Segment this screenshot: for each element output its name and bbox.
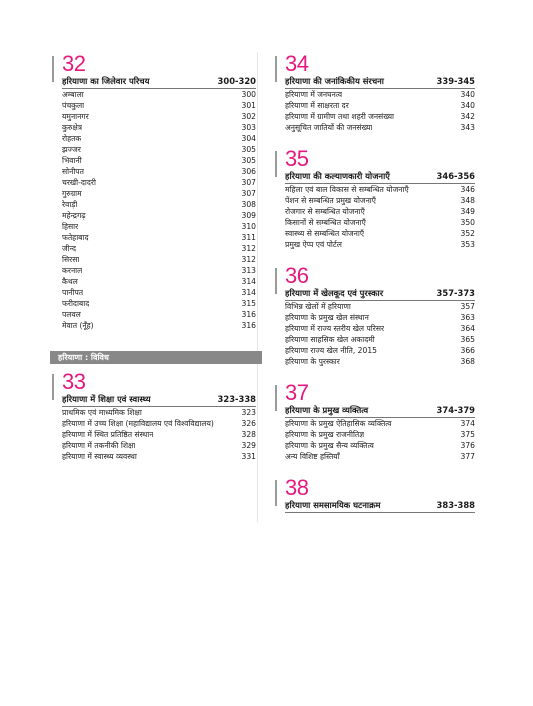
toc-entry[interactable] <box>285 451 475 462</box>
toc-entry[interactable] <box>62 133 256 144</box>
chapter-heading[interactable] <box>285 171 475 184</box>
toc-entry[interactable] <box>285 440 475 451</box>
toc-entry-title: महिला एवं बाल विकास से सम्बन्धित योजनाएँ <box>285 185 409 194</box>
toc-entry-page: 305 <box>241 145 256 154</box>
toc-entry-page: 305 <box>241 156 256 165</box>
toc-entry-page: 366 <box>460 346 475 355</box>
toc-entry-title: फतेहाबाद <box>62 233 89 242</box>
toc-entry[interactable] <box>285 228 475 239</box>
toc-entry-page: 364 <box>460 324 475 333</box>
toc-entry-page: 307 <box>241 189 256 198</box>
toc-entry-title: पेंशन से सम्बन्धित प्रमुख योजनाएँ <box>285 196 376 205</box>
toc-entry-page: 349 <box>460 207 475 216</box>
chapter-block <box>275 147 475 250</box>
toc-entry[interactable] <box>285 195 475 206</box>
toc-entry-title: पानीपत <box>62 288 84 297</box>
toc-entry-page: 312 <box>241 244 256 253</box>
chapter-title: हरियाणा में शिक्षा एवं स्वास्थ्य <box>62 394 151 404</box>
toc-entry-page: 307 <box>241 178 256 187</box>
toc-entry-page: 348 <box>460 196 475 205</box>
toc-entry-title: हरियाणा के प्रमुख सैन्य व्यक्तित्व <box>285 441 374 450</box>
toc-entry-page: 311 <box>241 233 256 242</box>
toc-entry-title: प्राथमिक एवं माध्यमिक शिक्षा <box>62 408 142 417</box>
toc-entry-title: झज्जर <box>62 145 81 154</box>
toc-entry[interactable] <box>62 177 256 188</box>
toc-entry-title: रोहतक <box>62 134 82 143</box>
toc-entry-page: 352 <box>460 229 475 238</box>
toc-entry-title: हरियाणा के प्रमुख राजनीतिज्ञ <box>285 430 365 439</box>
right-column <box>275 52 475 527</box>
chapter-title: हरियाणा का जिलेवार परिचय <box>62 76 150 86</box>
toc-entry-title: महेन्द्रगढ़ <box>62 211 86 220</box>
toc-entry[interactable] <box>285 111 475 122</box>
chapter-title: हरियाणा समसामयिक घटनाक्रम <box>285 500 381 510</box>
toc-entry-title: कैथल <box>62 277 78 286</box>
chapter-marker-bar <box>275 385 277 411</box>
toc-entry-page: 342 <box>460 112 475 121</box>
toc-entry-page: 375 <box>460 430 475 439</box>
chapter-block <box>275 381 475 462</box>
toc-entry-title: करनाल <box>62 266 83 275</box>
toc-entry-page: 326 <box>241 419 256 428</box>
toc-entry-page: 314 <box>241 277 256 286</box>
toc-entry-title: फरीदाबाद <box>62 299 90 308</box>
chapter-block <box>275 476 475 513</box>
toc-entry-page: 329 <box>241 441 256 450</box>
toc-entry-title: सिरसा <box>62 255 80 264</box>
toc-entry-page: 308 <box>241 200 256 209</box>
toc-entry[interactable] <box>62 144 256 155</box>
toc-entry[interactable] <box>62 407 256 418</box>
toc-entry-page: 343 <box>460 123 475 132</box>
toc-entry-page: 316 <box>241 321 256 330</box>
toc-entry[interactable] <box>285 239 475 250</box>
toc-entry-title: पलवल <box>62 310 81 319</box>
toc-entry-page: 315 <box>241 299 256 308</box>
toc-entry[interactable] <box>285 356 475 367</box>
toc-entry-title: मेवात (नूँह) <box>62 321 94 330</box>
toc-entry-page: 304 <box>241 134 256 143</box>
toc-entry[interactable] <box>62 122 256 133</box>
toc-entry-title: हरियाणा में उच्च शिक्षा (महाविद्यालय एवं विश्वविद्यालय) <box>62 419 214 428</box>
chapter-block <box>52 52 256 331</box>
chapter-number: 38 <box>285 475 309 500</box>
toc-entry-title: पंचकुला <box>62 101 85 110</box>
toc-entry-title: रेवाड़ी <box>62 200 78 209</box>
chapter-number: 32 <box>62 51 86 76</box>
chapter-block <box>275 264 475 367</box>
toc-entry[interactable] <box>62 188 256 199</box>
chapter-page-range: 346-356 <box>436 171 475 181</box>
toc-entry[interactable] <box>62 320 256 331</box>
toc-entry[interactable] <box>62 440 256 451</box>
toc-entry-page: 365 <box>460 335 475 344</box>
toc-entry-page: 346 <box>460 185 475 194</box>
toc-entry-title: हरियाणा के प्रमुख खेल संस्थान <box>285 313 369 322</box>
chapter-heading[interactable] <box>62 394 256 407</box>
chapter-marker-bar <box>275 480 277 506</box>
toc-entry[interactable] <box>285 312 475 323</box>
toc-entry-page: 350 <box>460 218 475 227</box>
toc-entry-title: हरियाणा में स्थित प्रतिष्ठित संस्थान <box>62 430 154 439</box>
toc-entry-page: 310 <box>241 222 256 231</box>
toc-entry-page: 353 <box>460 240 475 249</box>
chapter-number: 37 <box>285 380 309 405</box>
left-column <box>52 52 256 476</box>
toc-entry-title: अन्य विशिष्ट हस्तियाँ <box>285 452 340 461</box>
toc-entry[interactable] <box>62 276 256 287</box>
toc-entry[interactable] <box>285 184 475 195</box>
toc-entry-page: 309 <box>241 211 256 220</box>
toc-entry-title: रोजगार से सम्बन्धित योजनाएँ <box>285 207 365 216</box>
toc-entry-page: 368 <box>460 357 475 366</box>
toc-entry-page: 323 <box>241 408 256 417</box>
toc-entry-page: 301 <box>241 101 256 110</box>
chapter-page-range: 323-338 <box>217 394 256 404</box>
chapter-number: 35 <box>285 146 309 171</box>
chapter-block <box>275 52 475 133</box>
toc-entry-page: 377 <box>460 452 475 461</box>
toc-entry[interactable] <box>285 122 475 133</box>
chapter-marker-bar <box>275 151 277 177</box>
chapter-heading[interactable] <box>285 76 475 89</box>
section-banner: हरियाणा : विविध <box>50 351 262 364</box>
toc-entry[interactable] <box>62 199 256 210</box>
toc-entry[interactable] <box>285 418 475 429</box>
chapter-marker-bar <box>275 56 277 82</box>
toc-entry-page: 340 <box>460 90 475 99</box>
toc-entry[interactable] <box>285 429 475 440</box>
toc-entry-page: 340 <box>460 101 475 110</box>
toc-entry[interactable] <box>62 309 256 320</box>
toc-entry[interactable] <box>285 323 475 334</box>
toc-entry-title: हरियाणा में तकनीकी शिक्षा <box>62 441 136 450</box>
toc-entry-title: सोनीपत <box>62 167 84 176</box>
toc-entry[interactable] <box>285 89 475 100</box>
toc-entry[interactable] <box>62 111 256 122</box>
toc-entry[interactable] <box>285 206 475 217</box>
chapter-heading[interactable] <box>285 288 475 301</box>
toc-entry[interactable] <box>62 418 256 429</box>
toc-entry-page: 331 <box>241 452 256 461</box>
chapter-title: हरियाणा के प्रमुख व्यक्तित्व <box>285 405 369 415</box>
toc-entry[interactable] <box>62 287 256 298</box>
toc-entry[interactable] <box>62 221 256 232</box>
toc-entry-title: अम्बाला <box>62 90 84 99</box>
chapter-title: हरियाणा में खेलकूद एवं पुरस्कार <box>285 288 384 298</box>
chapter-marker-bar <box>275 268 277 294</box>
toc-entry[interactable] <box>285 100 475 111</box>
toc-entry-title: चरखी-दादरी <box>62 178 96 187</box>
chapter-title: हरियाणा की कल्याणकारी योजनाएँ <box>285 171 390 181</box>
toc-entry[interactable] <box>62 451 256 462</box>
toc-entry[interactable] <box>62 232 256 243</box>
toc-entry-title: अनुसूचित जातियों की जनसंख्या <box>285 123 373 132</box>
toc-entry[interactable] <box>62 155 256 166</box>
toc-entry[interactable] <box>62 265 256 276</box>
chapter-number: 34 <box>285 51 309 76</box>
chapter-page-range: 300-320 <box>217 76 256 86</box>
toc-entry-page: 374 <box>460 419 475 428</box>
toc-entry[interactable] <box>62 243 256 254</box>
toc-entry-page: 314 <box>241 288 256 297</box>
chapter-title: हरियाणा की जनांकिकीय संरचना <box>285 76 384 86</box>
toc-entry[interactable] <box>62 429 256 440</box>
chapter-page-range: 339-345 <box>436 76 475 86</box>
chapter-block <box>52 370 256 462</box>
toc-entry-title: हरियाणा में स्वास्थ्य व्यवस्था <box>62 452 137 461</box>
toc-entry-title: हरियाणा में जनघनत्व <box>285 90 343 99</box>
toc-entry-title: हरियाणा में राज्य स्तरीय खेल परिसर <box>285 324 385 333</box>
column-divider <box>257 52 258 522</box>
toc-entry-title: हरियाणा में साक्षरता दर <box>285 101 349 110</box>
toc-entry-page: 313 <box>241 266 256 275</box>
chapter-marker-bar <box>52 56 54 82</box>
toc-entry-page: 376 <box>460 441 475 450</box>
toc-entry-title: स्वास्थ्य से सम्बन्धित योजनाएँ <box>285 229 365 238</box>
toc-entry[interactable] <box>62 298 256 309</box>
toc-entry-title: कुरुक्षेत्र <box>62 123 83 132</box>
chapter-heading[interactable] <box>285 405 475 418</box>
toc-entry-page: 357 <box>460 302 475 311</box>
toc-entry-title: हरियाणा के पुरस्कार <box>285 357 340 366</box>
toc-entry-title: जीन्द <box>62 244 76 253</box>
toc-entry-title: हरियाणा में ग्रामीण तथा शहरी जनसंख्या <box>285 112 395 121</box>
toc-entry-page: 303 <box>241 123 256 132</box>
toc-entry-page: 300 <box>241 90 256 99</box>
toc-entry-page: 363 <box>460 313 475 322</box>
toc-entry[interactable] <box>62 166 256 177</box>
chapter-number: 36 <box>285 263 309 288</box>
toc-entry-title: हरियाणा राज्य खेल नीति, 2015 <box>285 346 377 355</box>
toc-entry-title: किसानों से सम्बन्धित योजनाएँ <box>285 218 366 227</box>
chapter-number: 33 <box>62 369 86 394</box>
toc-entry-title: हरियाणा साहसिक खेल अकादमी <box>285 335 375 344</box>
toc-entry-title: यमुनानगर <box>62 112 89 121</box>
chapter-page-range: 383-388 <box>436 500 475 510</box>
toc-entry[interactable] <box>285 345 475 356</box>
toc-entry[interactable] <box>62 254 256 265</box>
toc-entry-page: 306 <box>241 167 256 176</box>
toc-entry[interactable] <box>62 210 256 221</box>
toc-entry-page: 316 <box>241 310 256 319</box>
chapter-marker-bar <box>52 374 54 400</box>
toc-entry-title: विभिन्न खेलों में हरियाणा <box>285 302 351 311</box>
toc-entry-title: भिवानी <box>62 156 82 165</box>
toc-entry[interactable] <box>62 100 256 111</box>
toc-entry-title: प्रमुख ऐप्प एवं पोर्टल <box>285 240 342 249</box>
toc-entry-page: 312 <box>241 255 256 264</box>
toc-entry-page: 302 <box>241 112 256 121</box>
toc-entry[interactable] <box>285 334 475 345</box>
chapter-page-range: 357-373 <box>436 288 475 298</box>
toc-entry-title: हरियाणा के प्रमुख ऐतिहासिक व्यक्तित्व <box>285 419 392 428</box>
toc-entry[interactable] <box>285 301 475 312</box>
toc-entry[interactable] <box>285 217 475 228</box>
toc-entry-title: गुरुग्राम <box>62 189 82 198</box>
chapter-heading[interactable] <box>285 500 475 513</box>
toc-entry-page: 328 <box>241 430 256 439</box>
toc-entry-title: हिसार <box>62 222 79 231</box>
chapter-heading[interactable] <box>62 76 256 89</box>
chapter-page-range: 374-379 <box>436 405 475 415</box>
toc-entry[interactable] <box>62 89 256 100</box>
